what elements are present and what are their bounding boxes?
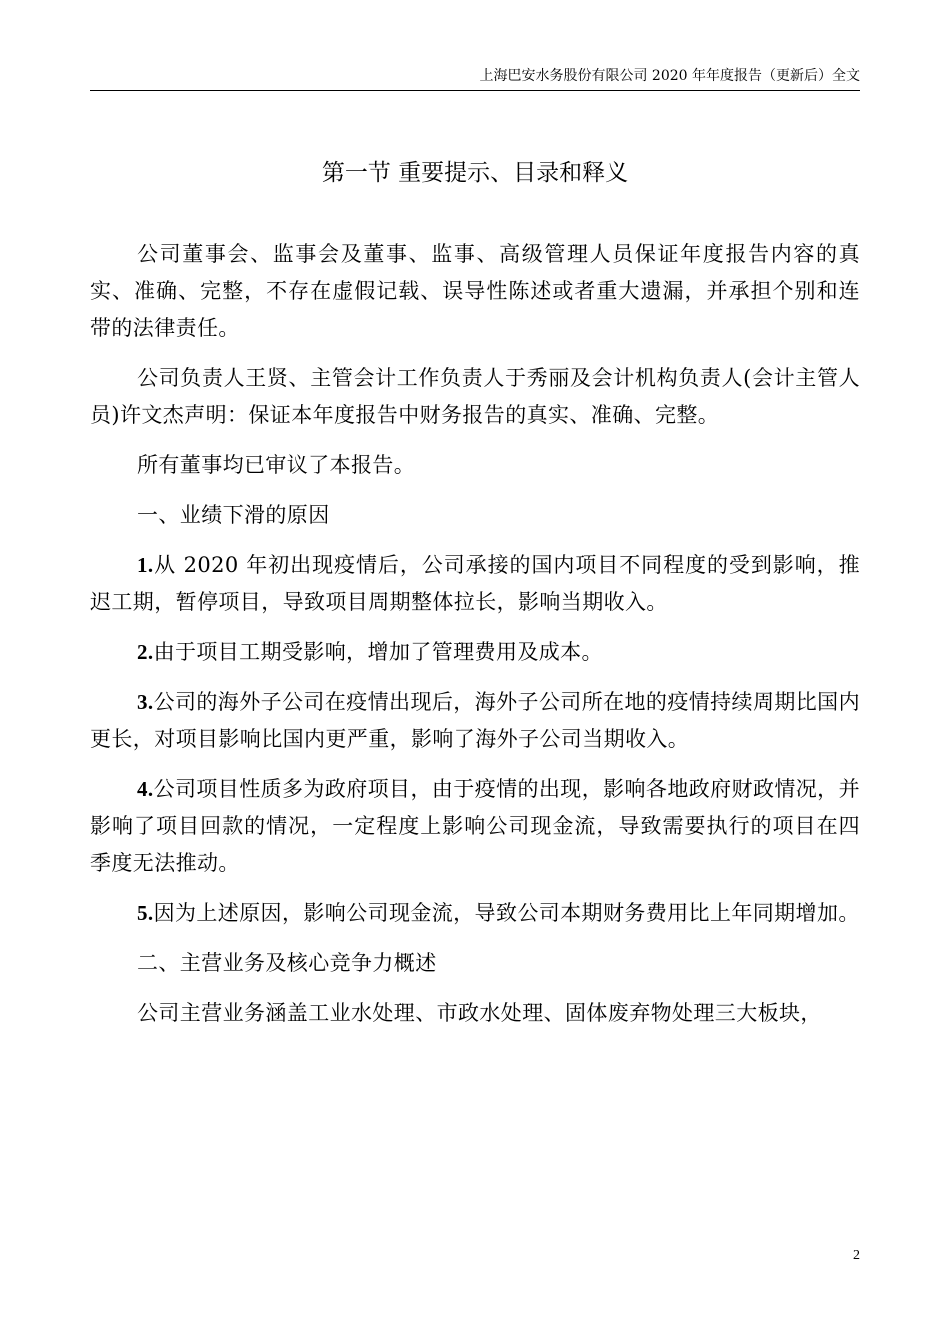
list-item-3-text: 公司的海外子公司在疫情出现后，海外子公司所在地的疫情持续周期比国内更长，对项目影响比国内更严重，影响了海外子公司当期收入。 (90, 690, 860, 751)
list-item-5-text: 因为上述原因，影响公司现金流，导致公司本期财务费用比上年同期增加。 (153, 901, 860, 925)
running-header (90, 66, 860, 91)
paragraph-responsible-persons: 公司负责人王贤、主管会计工作负责人于秀丽及会计机构负责人(会计主管人员)许文杰声明：保证本年度报告中财务报告的真实、准确、完整。 (90, 366, 860, 427)
list-item-4-number: 4. (137, 777, 154, 801)
list-item-5 (90, 895, 860, 932)
list-item-3-number: 3. (137, 690, 154, 714)
document-body (90, 236, 860, 1045)
paragraph-responsibility-statement: 公司董事会、监事会及董事、监事、高级管理人员保证年度报告内容的真实、准确、完整，不存在虚假记载、误导性陈述或者重大遗漏，并承担个别和连带的法律责任。 (90, 242, 860, 340)
heading-performance-decline: 一、业绩下滑的原因 (137, 503, 330, 527)
heading-main-business: 二、主营业务及核心竞争力概述 (137, 951, 437, 975)
paragraph-board-review: 所有董事均已审议了本报告。 (137, 453, 416, 477)
list-item-4 (90, 771, 860, 882)
list-item-4-text: 公司项目性质多为政府项目，由于疫情的出现，影响各地政府财政情况，并影响了项目回款的情况，一定程度上影响公司现金流，导致需要执行的项目在四季度无法推动。 (90, 777, 860, 875)
list-item-1 (90, 547, 860, 621)
list-item-2-text: 由于项目工期受影响，增加了管理费用及成本。 (153, 640, 603, 664)
list-item-1-number: 1. (137, 553, 154, 577)
running-header-title: 上海巴安水务股份有限公司 2020 年年度报告（更新后）全文 (479, 68, 860, 84)
section-title: 第一节 重要提示、目录和释义 (321, 160, 629, 186)
page-number: 2 (853, 1248, 860, 1263)
list-item-1-text: 从 2020 年初出现疫情后，公司承接的国内项目不同程度的受到影响，推迟工期，暂停项目，导致项目周期整体拉长，影响当期收入。 (90, 553, 860, 614)
list-item-2 (90, 634, 860, 671)
list-item-2-number: 2. (137, 640, 154, 664)
paragraph-main-business: 公司主营业务涵盖工业水处理、市政水处理、固体废弃物处理三大板块， (137, 1001, 822, 1025)
list-item-3 (90, 684, 860, 758)
list-item-5-number: 5. (137, 901, 154, 925)
